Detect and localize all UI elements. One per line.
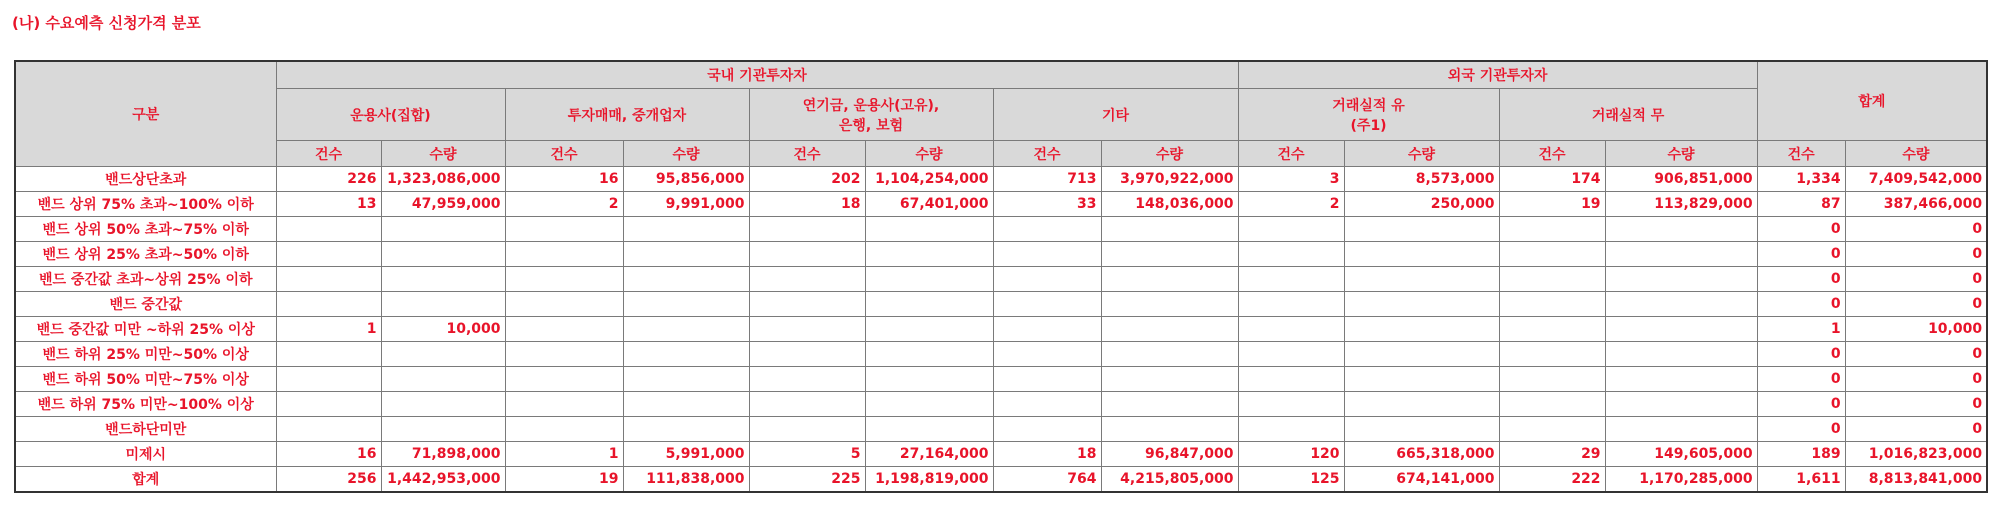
header-quantity: 수량: [381, 141, 505, 167]
count-cell: 125: [1238, 467, 1344, 493]
count-cell: [993, 417, 1101, 442]
row-label: 밴드하단미만: [15, 417, 276, 442]
table-row: [15, 242, 1987, 267]
quantity-cell: [1344, 317, 1499, 342]
count-cell: [1238, 342, 1344, 367]
quantity-cell: [381, 242, 505, 267]
quantity-cell: [381, 217, 505, 242]
table-row: [15, 367, 1987, 392]
quantity-cell: 8,573,000: [1344, 167, 1499, 192]
quantity-cell: [1101, 367, 1238, 392]
quantity-cell: [623, 317, 749, 342]
count-cell: [993, 392, 1101, 417]
quantity-cell: [1101, 342, 1238, 367]
quantity-cell: [1344, 392, 1499, 417]
count-cell: 174: [1499, 167, 1605, 192]
count-cell: 3: [1238, 167, 1344, 192]
quantity-cell: [865, 292, 993, 317]
count-cell: [749, 367, 865, 392]
quantity-cell: [865, 342, 993, 367]
count-cell: 0: [1757, 392, 1845, 417]
row-label: 밴드 중간값 초과~상위 25% 이하: [15, 267, 276, 292]
row-label: 밴드 상위 25% 초과~50% 이하: [15, 242, 276, 267]
count-cell: [1499, 342, 1605, 367]
quantity-cell: 111,838,000: [623, 467, 749, 493]
count-cell: [1499, 267, 1605, 292]
count-cell: 0: [1757, 292, 1845, 317]
count-cell: [276, 342, 381, 367]
count-cell: [505, 367, 623, 392]
header-quantity: 수량: [865, 141, 993, 167]
quantity-cell: [1605, 242, 1757, 267]
count-cell: 2: [1238, 192, 1344, 217]
count-cell: [1238, 217, 1344, 242]
count-cell: [1238, 317, 1344, 342]
count-cell: [749, 417, 865, 442]
header-count: 건수: [993, 141, 1101, 167]
quantity-cell: [623, 367, 749, 392]
count-cell: [505, 267, 623, 292]
count-cell: 713: [993, 167, 1101, 192]
count-cell: 120: [1238, 442, 1344, 467]
demand-forecast-price-distribution-table: [14, 60, 1988, 493]
count-cell: 0: [1757, 367, 1845, 392]
quantity-cell: [381, 267, 505, 292]
row-label: 밴드 중간값: [15, 292, 276, 317]
count-cell: [993, 342, 1101, 367]
quantity-cell: 1,016,823,000: [1845, 442, 1987, 467]
count-cell: [505, 217, 623, 242]
count-cell: [1499, 392, 1605, 417]
count-cell: [749, 392, 865, 417]
quantity-cell: 674,141,000: [1344, 467, 1499, 493]
quantity-cell: [623, 267, 749, 292]
header-total: 합계: [1757, 61, 1987, 141]
table-row: [15, 442, 1987, 467]
quantity-cell: 4,215,805,000: [1101, 467, 1238, 493]
count-cell: [1238, 417, 1344, 442]
quantity-cell: [865, 242, 993, 267]
row-label: 밴드 상위 50% 초과~75% 이하: [15, 217, 276, 242]
quantity-cell: [381, 342, 505, 367]
quantity-cell: 95,856,000: [623, 167, 749, 192]
quantity-cell: [1344, 242, 1499, 267]
header-domestic-investors: 국내 기관투자자: [276, 61, 1238, 89]
quantity-cell: [1605, 392, 1757, 417]
count-cell: 202: [749, 167, 865, 192]
header-pension-line2: 은행, 보험: [838, 117, 904, 134]
quantity-cell: [1605, 217, 1757, 242]
table-row: [15, 292, 1987, 317]
count-cell: [1238, 392, 1344, 417]
quantity-cell: 10,000: [381, 317, 505, 342]
quantity-cell: [1344, 292, 1499, 317]
header-pension-bank-insurance: [749, 89, 993, 141]
count-cell: [1238, 267, 1344, 292]
quantity-cell: 0: [1845, 217, 1987, 242]
count-cell: 226: [276, 167, 381, 192]
header-quantity: 수량: [1101, 141, 1238, 167]
count-cell: [749, 342, 865, 367]
quantity-cell: [623, 217, 749, 242]
header-quantity: 수량: [623, 141, 749, 167]
count-cell: [505, 292, 623, 317]
count-cell: 19: [505, 467, 623, 493]
count-cell: [505, 392, 623, 417]
count-cell: 1: [276, 317, 381, 342]
count-cell: [993, 292, 1101, 317]
count-cell: [749, 242, 865, 267]
count-cell: 189: [1757, 442, 1845, 467]
count-cell: [993, 367, 1101, 392]
count-cell: [749, 292, 865, 317]
quantity-cell: 113,829,000: [1605, 192, 1757, 217]
count-cell: [1499, 242, 1605, 267]
count-cell: [1238, 367, 1344, 392]
count-cell: 16: [505, 167, 623, 192]
header-foreign-investors: 외국 기관투자자: [1238, 61, 1757, 89]
count-cell: [749, 267, 865, 292]
count-cell: 19: [1499, 192, 1605, 217]
count-cell: 0: [1757, 217, 1845, 242]
table-row: [15, 467, 1987, 493]
header-asset-management: 운용사(집합): [276, 89, 505, 141]
quantity-cell: 47,959,000: [381, 192, 505, 217]
count-cell: 256: [276, 467, 381, 493]
table-row: [15, 167, 1987, 192]
row-label: 밴드상단초과: [15, 167, 276, 192]
quantity-cell: [1101, 217, 1238, 242]
quantity-cell: 27,164,000: [865, 442, 993, 467]
quantity-cell: [381, 292, 505, 317]
quantity-cell: [381, 417, 505, 442]
row-label: 밴드 하위 50% 미만~75% 이상: [15, 367, 276, 392]
count-cell: 5: [749, 442, 865, 467]
quantity-cell: [1605, 292, 1757, 317]
quantity-cell: 665,318,000: [1344, 442, 1499, 467]
count-cell: 16: [276, 442, 381, 467]
quantity-cell: [1101, 292, 1238, 317]
quantity-cell: [1344, 342, 1499, 367]
quantity-cell: [865, 267, 993, 292]
quantity-cell: [623, 417, 749, 442]
quantity-cell: [865, 417, 993, 442]
count-cell: [749, 317, 865, 342]
count-cell: [505, 242, 623, 267]
count-cell: 1,611: [1757, 467, 1845, 493]
count-cell: [505, 342, 623, 367]
quantity-cell: [865, 317, 993, 342]
count-cell: 33: [993, 192, 1101, 217]
quantity-cell: 10,000: [1845, 317, 1987, 342]
quantity-cell: [1344, 367, 1499, 392]
quantity-cell: 1,170,285,000: [1605, 467, 1757, 493]
header-count: 건수: [1757, 141, 1845, 167]
quantity-cell: [1101, 242, 1238, 267]
quantity-cell: 148,036,000: [1101, 192, 1238, 217]
quantity-cell: [381, 367, 505, 392]
quantity-cell: [623, 392, 749, 417]
quantity-cell: 149,605,000: [1605, 442, 1757, 467]
table-row: [15, 267, 1987, 292]
count-cell: [276, 367, 381, 392]
quantity-cell: 0: [1845, 342, 1987, 367]
quantity-cell: 0: [1845, 242, 1987, 267]
quantity-cell: 3,970,922,000: [1101, 167, 1238, 192]
count-cell: [276, 392, 381, 417]
table-row: [15, 192, 1987, 217]
count-cell: 87: [1757, 192, 1845, 217]
quantity-cell: [623, 292, 749, 317]
count-cell: 0: [1757, 267, 1845, 292]
quantity-cell: 387,466,000: [1845, 192, 1987, 217]
count-cell: [276, 267, 381, 292]
quantity-cell: [1605, 367, 1757, 392]
row-label: 합계: [15, 467, 276, 493]
row-label: 미제시: [15, 442, 276, 467]
quantity-cell: [1605, 417, 1757, 442]
count-cell: 1,334: [1757, 167, 1845, 192]
count-cell: [276, 417, 381, 442]
count-cell: 0: [1757, 242, 1845, 267]
quantity-cell: [1101, 392, 1238, 417]
quantity-cell: 9,991,000: [623, 192, 749, 217]
count-cell: [276, 292, 381, 317]
quantity-cell: [1605, 342, 1757, 367]
quantity-cell: 1,104,254,000: [865, 167, 993, 192]
table-row: [15, 392, 1987, 417]
count-cell: [1499, 417, 1605, 442]
header-pension-line1: 연기금, 운용사(고유),: [802, 97, 940, 114]
count-cell: [276, 217, 381, 242]
quantity-cell: [623, 342, 749, 367]
count-cell: [993, 242, 1101, 267]
count-cell: 1: [1757, 317, 1845, 342]
quantity-cell: 0: [1845, 367, 1987, 392]
quantity-cell: 67,401,000: [865, 192, 993, 217]
quantity-cell: 250,000: [1344, 192, 1499, 217]
count-cell: [993, 317, 1101, 342]
count-cell: [1238, 242, 1344, 267]
header-count: 건수: [276, 141, 381, 167]
quantity-cell: [1101, 267, 1238, 292]
quantity-cell: [1605, 317, 1757, 342]
quantity-cell: 96,847,000: [1101, 442, 1238, 467]
quantity-cell: 0: [1845, 392, 1987, 417]
count-cell: 225: [749, 467, 865, 493]
section-title: (나) 수요예측 신청가격 분포: [12, 14, 201, 32]
row-label: 밴드 하위 75% 미만~100% 이상: [15, 392, 276, 417]
quantity-cell: [1605, 267, 1757, 292]
count-cell: 0: [1757, 342, 1845, 367]
count-cell: 18: [993, 442, 1101, 467]
quantity-cell: [865, 367, 993, 392]
table-row: [15, 342, 1987, 367]
count-cell: [1499, 367, 1605, 392]
count-cell: 0: [1757, 417, 1845, 442]
quantity-cell: 0: [1845, 417, 1987, 442]
count-cell: 1: [505, 442, 623, 467]
count-cell: [505, 417, 623, 442]
row-label: 밴드 중간값 미만 ~하위 25% 이상: [15, 317, 276, 342]
quantity-cell: 1,323,086,000: [381, 167, 505, 192]
header-other: 기타: [993, 89, 1238, 141]
quantity-cell: 0: [1845, 292, 1987, 317]
count-cell: 222: [1499, 467, 1605, 493]
quantity-cell: 906,851,000: [1605, 167, 1757, 192]
header-quantity: 수량: [1845, 141, 1987, 167]
quantity-cell: [1101, 417, 1238, 442]
header-track-yes-line1: 거래실적 유: [1332, 97, 1405, 114]
header-dealer-broker: 투자매매, 중개업자: [505, 89, 749, 141]
quantity-cell: [381, 392, 505, 417]
header-track-record-no: 거래실적 무: [1499, 89, 1757, 141]
header-category: 구분: [15, 61, 276, 167]
quantity-cell: [1344, 267, 1499, 292]
count-cell: 764: [993, 467, 1101, 493]
header-count: 건수: [1238, 141, 1344, 167]
count-cell: [749, 217, 865, 242]
count-cell: [1499, 217, 1605, 242]
quantity-cell: 1,198,819,000: [865, 467, 993, 493]
quantity-cell: 71,898,000: [381, 442, 505, 467]
count-cell: 18: [749, 192, 865, 217]
quantity-cell: [1101, 317, 1238, 342]
quantity-cell: 0: [1845, 267, 1987, 292]
count-cell: [1499, 317, 1605, 342]
count-cell: [1238, 292, 1344, 317]
quantity-cell: [1344, 417, 1499, 442]
quantity-cell: [865, 392, 993, 417]
quantity-cell: 5,991,000: [623, 442, 749, 467]
quantity-cell: [1344, 217, 1499, 242]
count-cell: [1499, 292, 1605, 317]
quantity-cell: 8,813,841,000: [1845, 467, 1987, 493]
count-cell: 2: [505, 192, 623, 217]
count-cell: 13: [276, 192, 381, 217]
row-label: 밴드 하위 25% 미만~50% 이상: [15, 342, 276, 367]
header-track-yes-line2: (주1): [1350, 117, 1387, 134]
quantity-cell: 7,409,542,000: [1845, 167, 1987, 192]
quantity-cell: [623, 242, 749, 267]
header-count: 건수: [505, 141, 623, 167]
count-cell: [993, 217, 1101, 242]
header-quantity: 수량: [1344, 141, 1499, 167]
count-cell: [505, 317, 623, 342]
quantity-cell: 1,442,953,000: [381, 467, 505, 493]
header-count: 건수: [1499, 141, 1605, 167]
header-count: 건수: [749, 141, 865, 167]
row-label: 밴드 상위 75% 초과~100% 이하: [15, 192, 276, 217]
count-cell: [993, 267, 1101, 292]
table-row: [15, 317, 1987, 342]
table-row: [15, 417, 1987, 442]
quantity-cell: [865, 217, 993, 242]
header-track-record-yes: [1238, 89, 1499, 141]
table-row: [15, 217, 1987, 242]
count-cell: 29: [1499, 442, 1605, 467]
count-cell: [276, 242, 381, 267]
header-quantity: 수량: [1605, 141, 1757, 167]
